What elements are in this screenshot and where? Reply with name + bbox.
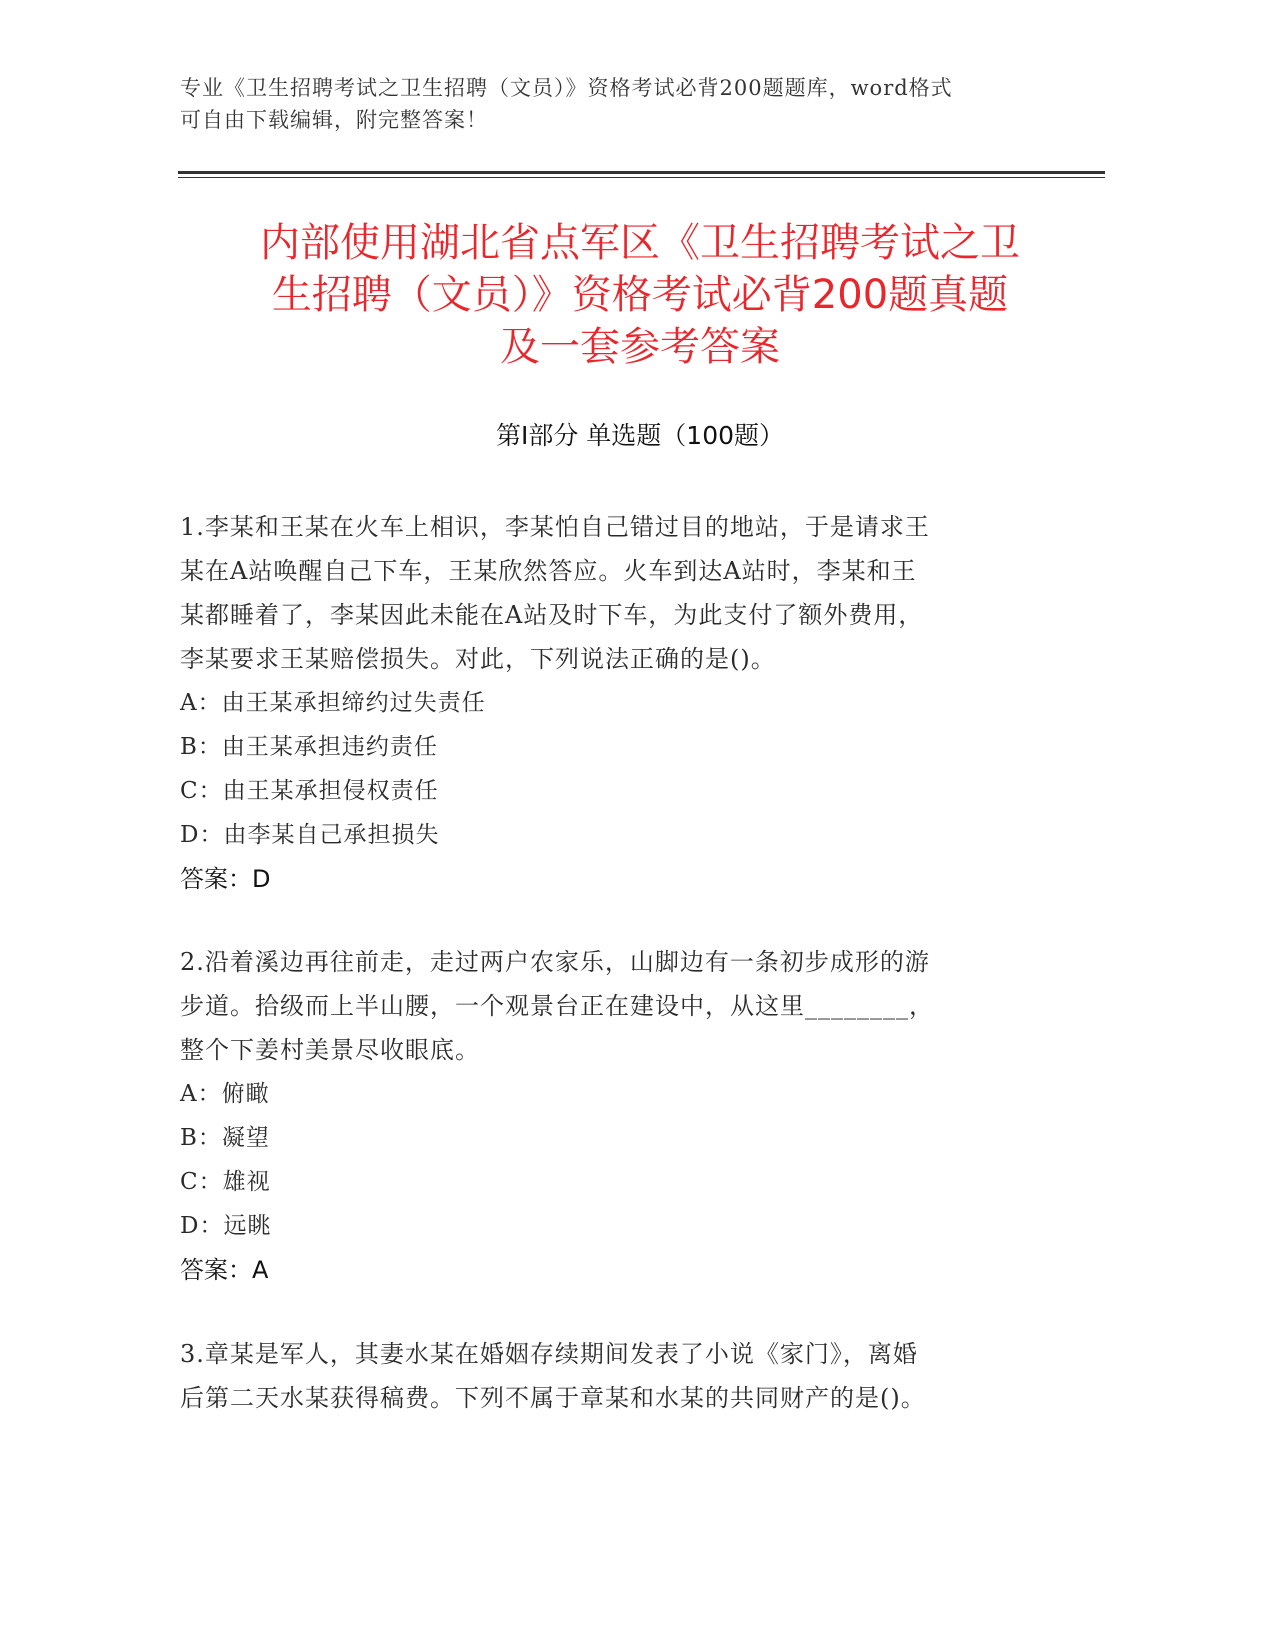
document-title-line-2: 生招聘（文员）》资格考试必背200题真题 bbox=[271, 272, 1009, 318]
header-divider-thick bbox=[178, 171, 1105, 174]
question-text-line: 2.沿着溪边再往前走，走过两户农家乐，山脚边有一条初步成形的游 bbox=[180, 948, 930, 976]
question-text-line: 某在A站唤醒自己下车，王某欣然答应。火车到达A站时，李某和王 bbox=[180, 557, 917, 585]
option-b: B：由王某承担违约责任 bbox=[180, 734, 438, 760]
question-3 bbox=[180, 1332, 1040, 1420]
option-b: B：凝望 bbox=[180, 1125, 270, 1151]
answer-label: 答案：A bbox=[180, 1256, 269, 1284]
question-text-line: 整个下姜村美景尽收眼底。 bbox=[180, 1036, 480, 1064]
answer-label: 答案：D bbox=[180, 865, 271, 893]
option-c: C：由王某承担侵权责任 bbox=[180, 778, 439, 804]
question-text-line: 3.章某是军人，其妻水某在婚姻存续期间发表了小说《家门》，离婚 bbox=[180, 1340, 918, 1368]
question-text-line: 某都睡着了，李某因此未能在A站及时下车，为此支付了额外费用， bbox=[180, 601, 924, 629]
option-a: A：俯瞰 bbox=[180, 1081, 270, 1107]
option-d: D：由李某自己承担损失 bbox=[180, 822, 440, 848]
question-text-line: 步道。拾级而上半山腰，一个观景台正在建设中，从这里________， bbox=[180, 992, 934, 1020]
header-note-line-2: 可自由下载编辑，附完整答案！ bbox=[180, 108, 488, 132]
option-a: A：由王某承担缔约过失责任 bbox=[180, 690, 486, 716]
question-text-line: 李某要求王某赔偿损失。对此，下列说法正确的是()。 bbox=[180, 645, 776, 673]
question-2 bbox=[180, 940, 1040, 1292]
document-title bbox=[140, 217, 1140, 373]
option-c: C：雄视 bbox=[180, 1169, 271, 1195]
option-d: D：远眺 bbox=[180, 1213, 272, 1239]
document-title-line-1: 内部使用湖北省点军区《卫生招聘考试之卫 bbox=[260, 220, 1020, 266]
question-text-line: 1.李某和王某在火车上相识，李某怕自己错过目的地站，于是请求王 bbox=[180, 513, 930, 541]
header-note bbox=[180, 72, 1030, 136]
header-divider-thin bbox=[178, 177, 1105, 178]
header-note-line-1: 专业《卫生招聘考试之卫生招聘（文员）》资格考试必背200题题库，word格式 bbox=[180, 76, 953, 100]
question-text-line: 后第二天水某获得稿费。下列不属于章某和水某的共同财产的是()。 bbox=[180, 1384, 926, 1412]
section-title: 第Ⅰ部分 单选题（100题） bbox=[495, 421, 785, 450]
document-title-line-3: 及一套参考答案 bbox=[500, 324, 780, 370]
question-1 bbox=[180, 505, 1040, 901]
